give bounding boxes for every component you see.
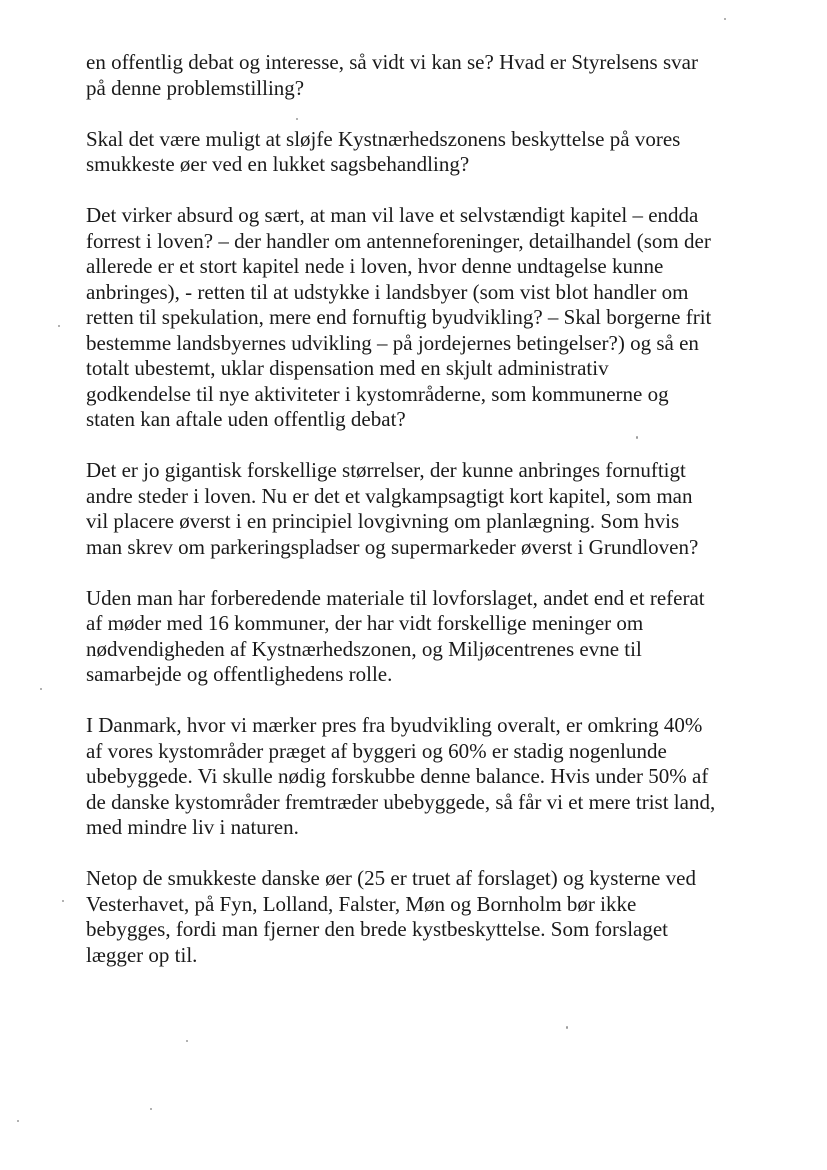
text-line: en offentlig debat og interesse, så vidt vi kan se? Hvad er Styrelsens svar bbox=[86, 50, 698, 74]
scan-speck bbox=[636, 436, 638, 439]
paragraph-1 bbox=[86, 50, 786, 101]
text-line: Vesterhavet, på Fyn, Lolland, Falster, Møn og Bornholm bør ikke bbox=[86, 891, 637, 916]
text-line: Det virker absurd og sært, at man vil lave et selvstændigt kapitel – endda bbox=[86, 203, 699, 227]
text-line: lægger op til. bbox=[86, 942, 198, 967]
scan-speck bbox=[724, 18, 726, 20]
paragraph-5 bbox=[86, 586, 786, 688]
document-body bbox=[86, 50, 786, 994]
text-line: ubebyggede. Vi skulle nødig forskubbe denne balance. Hvis under 50% af bbox=[86, 764, 709, 788]
text-line: totalt ubestemt, uklar dispensation med en skjult administrativ bbox=[86, 356, 609, 380]
paragraph-4 bbox=[86, 458, 786, 560]
scan-speck bbox=[17, 1120, 19, 1122]
text-line: forrest i loven? – der handler om antenneforeninger, detailhandel (som der bbox=[86, 228, 711, 253]
paragraph-3 bbox=[86, 203, 786, 433]
text-line: smukkeste øer ved en lukket sagsbehandling? bbox=[86, 152, 470, 176]
text-line: I Danmark, hvor vi mærker pres fra byudvikling overalt, er omkring 40% bbox=[86, 713, 703, 737]
text-line: Skal det være muligt at sløjfe Kystnærhedszonens beskyttelse på vores bbox=[86, 126, 681, 151]
paragraph-6 bbox=[86, 713, 786, 841]
text-line: samarbejde og offentlighedens rolle. bbox=[86, 662, 393, 686]
text-line: af møder med 16 kommuner, der har vidt forskellige meninger om bbox=[86, 611, 644, 635]
text-line: vil placere øverst i en principiel lovgivning om planlægning. Som hvis bbox=[86, 509, 680, 533]
text-line: bebygges, fordi man fjerner den brede kystbeskyttelse. Som forslaget bbox=[86, 917, 669, 941]
text-line: af vores kystområder præget af byggeri og 60% er stadig nogenlunde bbox=[86, 738, 667, 763]
text-line: staten kan aftale uden offentlig debat? bbox=[86, 407, 406, 431]
text-line: godkendelse til nye aktiviteter i kystområderne, som kommunerne og bbox=[86, 381, 669, 406]
text-line: på denne problemstilling? bbox=[86, 75, 305, 100]
text-line: nødvendigheden af Kystnærhedszonen, og Miljøcentrenes evne til bbox=[86, 636, 642, 661]
text-line: retten til spekulation, mere end fornuftig byudvikling? – Skal borgerne frit bbox=[86, 305, 712, 329]
text-line: andre steder i loven. Nu er det et valgkampsagtigt kort kapitel, som man bbox=[86, 483, 693, 508]
scan-speck bbox=[296, 118, 298, 120]
scan-speck bbox=[186, 1040, 188, 1042]
text-line: Det er jo gigantisk forskellige størrelser, der kunne anbringes fornuftigt bbox=[86, 458, 686, 482]
scan-speck bbox=[58, 325, 60, 327]
paragraph-2 bbox=[86, 127, 786, 178]
scan-speck bbox=[62, 900, 64, 902]
paragraph-7 bbox=[86, 866, 786, 968]
scan-speck bbox=[40, 688, 42, 690]
text-line: Netop de smukkeste danske øer (25 er truet af forslaget) og kysterne ved bbox=[86, 866, 696, 890]
text-line: bestemme landsbyernes udvikling – på jordejernes betingelser?) og så en bbox=[86, 330, 699, 355]
text-line: de danske kystområder fremtræder ubebyggede, så får vi et mere trist land, bbox=[86, 789, 716, 814]
text-line: Uden man har forberedende materiale til lovforslaget, andet end et referat bbox=[86, 585, 705, 610]
text-line: man skrev om parkeringspladser og supermarkeder øverst i Grundloven? bbox=[86, 534, 699, 559]
scan-speck bbox=[150, 1108, 152, 1110]
scan-speck bbox=[566, 1026, 568, 1029]
text-line: anbringes), - retten til at udstykke i landsbyer (som vist blot handler om bbox=[86, 279, 689, 304]
text-line: allerede er et stort kapitel nede i loven, hvor denne undtagelse kunne bbox=[86, 254, 664, 278]
text-line: med mindre liv i naturen. bbox=[86, 815, 299, 839]
